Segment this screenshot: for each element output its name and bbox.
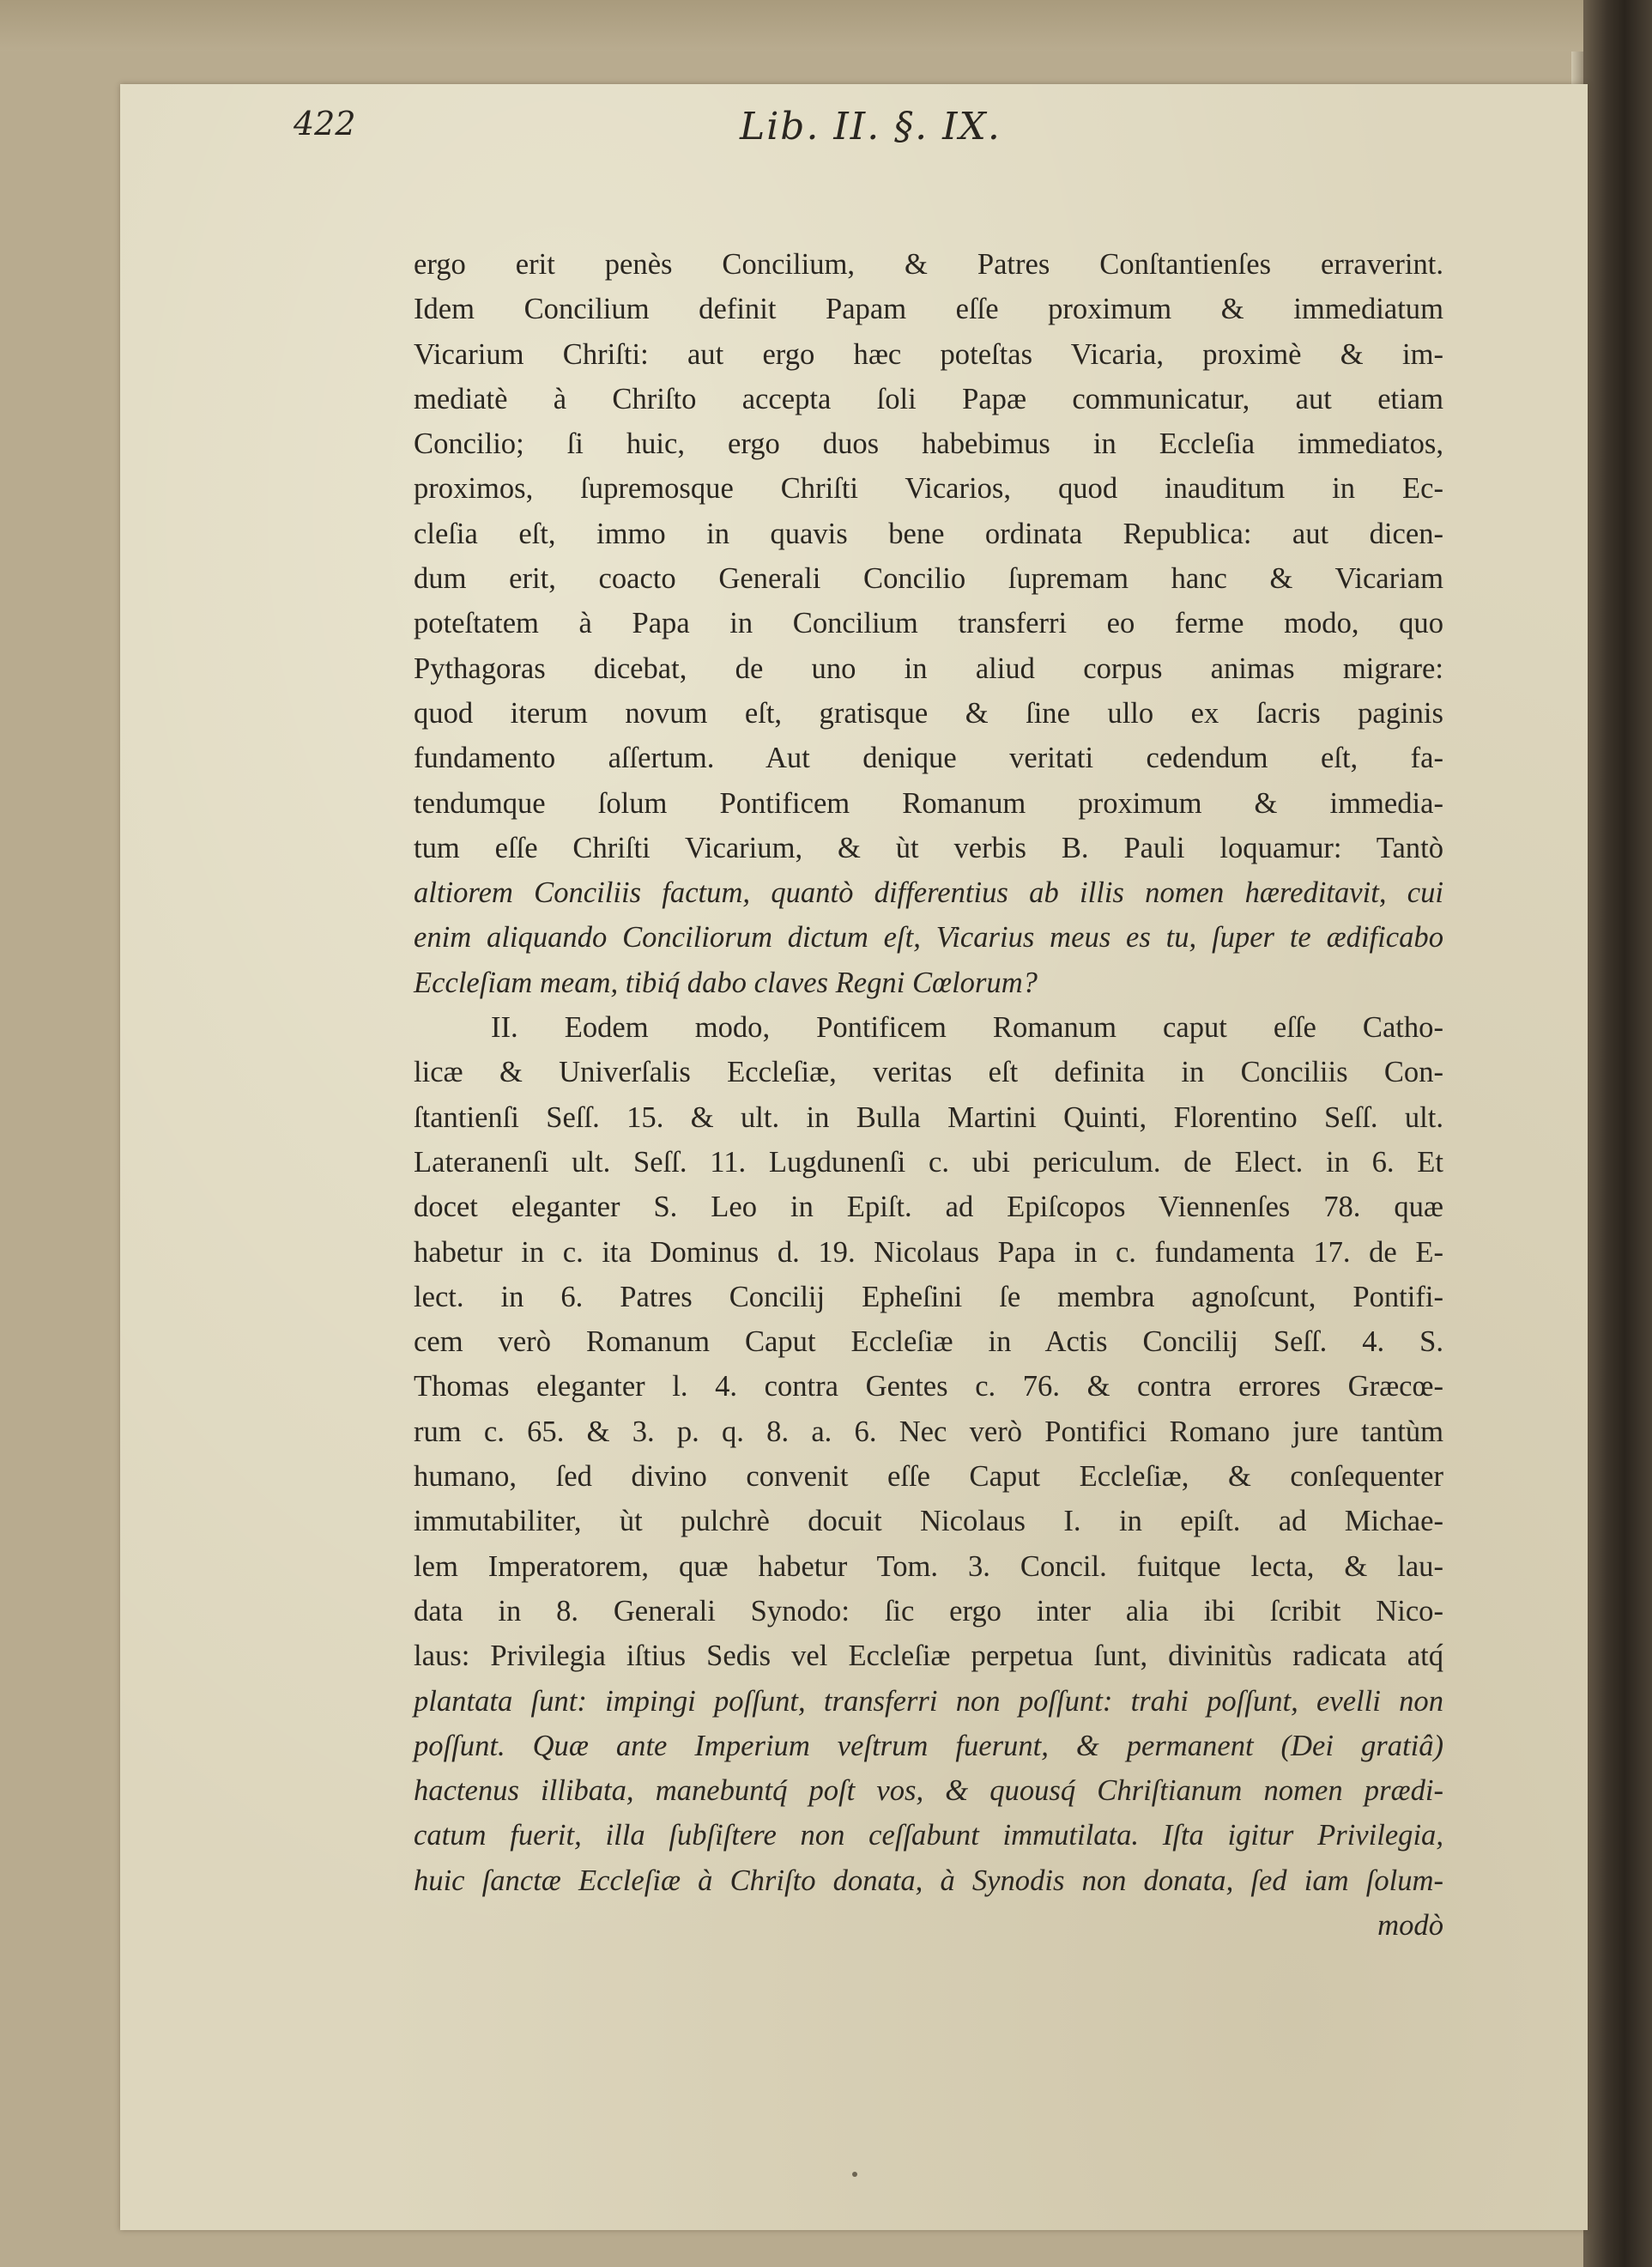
- quotation-line: plantata ſunt: impingi poſſunt, transferri non poſſunt: trahi poſſunt, evelli non: [414, 1684, 1443, 1718]
- text-line: data in 8. Generali Synodo: ſic ergo inter alia ibi ſcribit Nico-: [414, 1594, 1443, 1628]
- text-line: laus: Privilegia iſtius Sedis vel Eccleſiæ perpetua ſunt, divinitùs radicata atq́: [414, 1640, 1443, 1673]
- text-line: poteſtatem à Papa in Concilium transferri eo ferme modo, quo: [414, 607, 1443, 640]
- text-line: tum eſſe Chriſti Vicarium, & ùt verbis B. Pauli loquamur: Tantò: [414, 831, 1443, 864]
- text-line: ſtantienſi Seſſ. 15. & ult. in Bulla Martini Quinti, Florentino Seſſ. ult.: [414, 1100, 1443, 1134]
- text-line: mediatè à Chriſto accepta ſoli Papæ communicatur, aut etiam: [414, 382, 1443, 415]
- body-text: [414, 242, 1443, 1948]
- catchword: modò: [1377, 1908, 1443, 1942]
- text-line: fundamento aſſertum. Aut denique veritati cedendum eſt, fa-: [414, 742, 1443, 775]
- text-line: rum c. 65. & 3. p. q. 8. a. 6. Nec verò Pontifici Romano jure tantùm: [414, 1415, 1443, 1448]
- quotation-line: huic ſanctæ Eccleſiæ à Chriſto donata, à Synodis non donata, ſed iam ſolum-: [414, 1864, 1443, 1897]
- text-line: cleſia eſt, immo in quavis bene ordinata Republica: aut dicen-: [414, 517, 1443, 550]
- text-line: ergo erit penès Concilium, & Patres Conſtantienſes erraverint.: [414, 248, 1443, 281]
- text-line: humano, ſed divino convenit eſſe Caput Eccleſiæ, & conſequenter: [414, 1460, 1443, 1494]
- quotation-line: Eccleſiam meam, tibiq́ dabo claves Regni Cœlorum?: [414, 966, 1038, 999]
- text-line: lem Imperatorem, quæ habetur Tom. 3. Concil. fuitque lecta, & lau-: [414, 1549, 1443, 1583]
- text-line: lect. in 6. Patres Concilij Epheſini ſe membra agnoſcunt, Pontifi-: [414, 1280, 1443, 1313]
- text-line: Lateranenſi ult. Seſſ. 11. Lugdunenſi c. ubi periculum. de Elect. in 6. Et: [414, 1145, 1443, 1179]
- ink-speck: [852, 2172, 857, 2177]
- text-line: habetur in c. ita Dominus d. 19. Nicolaus Papa in c. fundamenta 17. de E-: [414, 1235, 1443, 1269]
- text-line: Pythagoras dicebat, de uno in aliud corpus animas migrare:: [414, 652, 1443, 685]
- text-line: Thomas eleganter l. 4. contra Gentes c. 76. & contra errores Græcœ-: [414, 1370, 1443, 1403]
- text-line: dum erit, coacto Generali Concilio ſupremam hanc & Vicariam: [414, 562, 1443, 596]
- quotation-line: hactenus illibata, manebuntq́ poſt vos, & quousq́ Chriſtianum nomen prædi-: [414, 1774, 1443, 1808]
- page-header: [293, 105, 1443, 156]
- text-line: proximos, ſupremosque Chriſti Vicarios, quod inauditum in Ec-: [414, 472, 1443, 506]
- text-line: quod iterum novum eſt, gratisque & ſine ullo ex ſacris paginis: [414, 696, 1443, 730]
- backdrop: [0, 0, 1652, 52]
- quotation-line: poſſunt. Quæ ante Imperium veſtrum fuerunt, & permanent (Dei gratiâ): [414, 1729, 1443, 1762]
- book-spine-edge: [1583, 0, 1652, 2267]
- text-line: Vicarium Chriſti: aut ergo hæc poteſtas Vicaria, proximè & im-: [414, 337, 1443, 371]
- text-line: tendumque ſolum Pontificem Romanum proximum & immedia-: [414, 786, 1443, 820]
- text-line: cem verò Romanum Caput Eccleſiæ in Actis Concilij Seſſ. 4. S.: [414, 1325, 1443, 1359]
- text-line: Concilio; ſi huic, ergo duos habebimus in Eccleſia immediatos,: [414, 427, 1443, 461]
- text-line: docet eleganter S. Leo in Epiſt. ad Epiſcopos Viennenſes 78. quæ: [414, 1191, 1443, 1224]
- quotation-line: altiorem Conciliis factum, quantò differentius ab illis nomen hæreditavit, cui: [414, 876, 1443, 910]
- running-head: Lib. II. §. IX.: [740, 105, 1001, 149]
- page-number: 422: [293, 105, 356, 142]
- paragraph-start-line: II. Eodem modo, Pontificem Romanum caput eſſe Catho-: [491, 1011, 1443, 1045]
- text-line: Idem Concilium definit Papam eſſe proximum & immediatum: [414, 293, 1443, 326]
- quotation-line: catum fuerit, illa ſubſiſtere non ceſſabunt immutilata. Iſta igitur Privilegia,: [414, 1819, 1443, 1852]
- quotation-line: enim aliquando Conciliorum dictum eſt, Vicarius meus es tu, ſuper te ædificabo: [414, 921, 1443, 955]
- text-line: immutabiliter, ùt pulchrè docuit Nicolaus I. in epiſt. ad Michae-: [414, 1505, 1443, 1538]
- text-line: licæ & Univerſalis Eccleſiæ, veritas eſt definita in Conciliis Con-: [414, 1056, 1443, 1089]
